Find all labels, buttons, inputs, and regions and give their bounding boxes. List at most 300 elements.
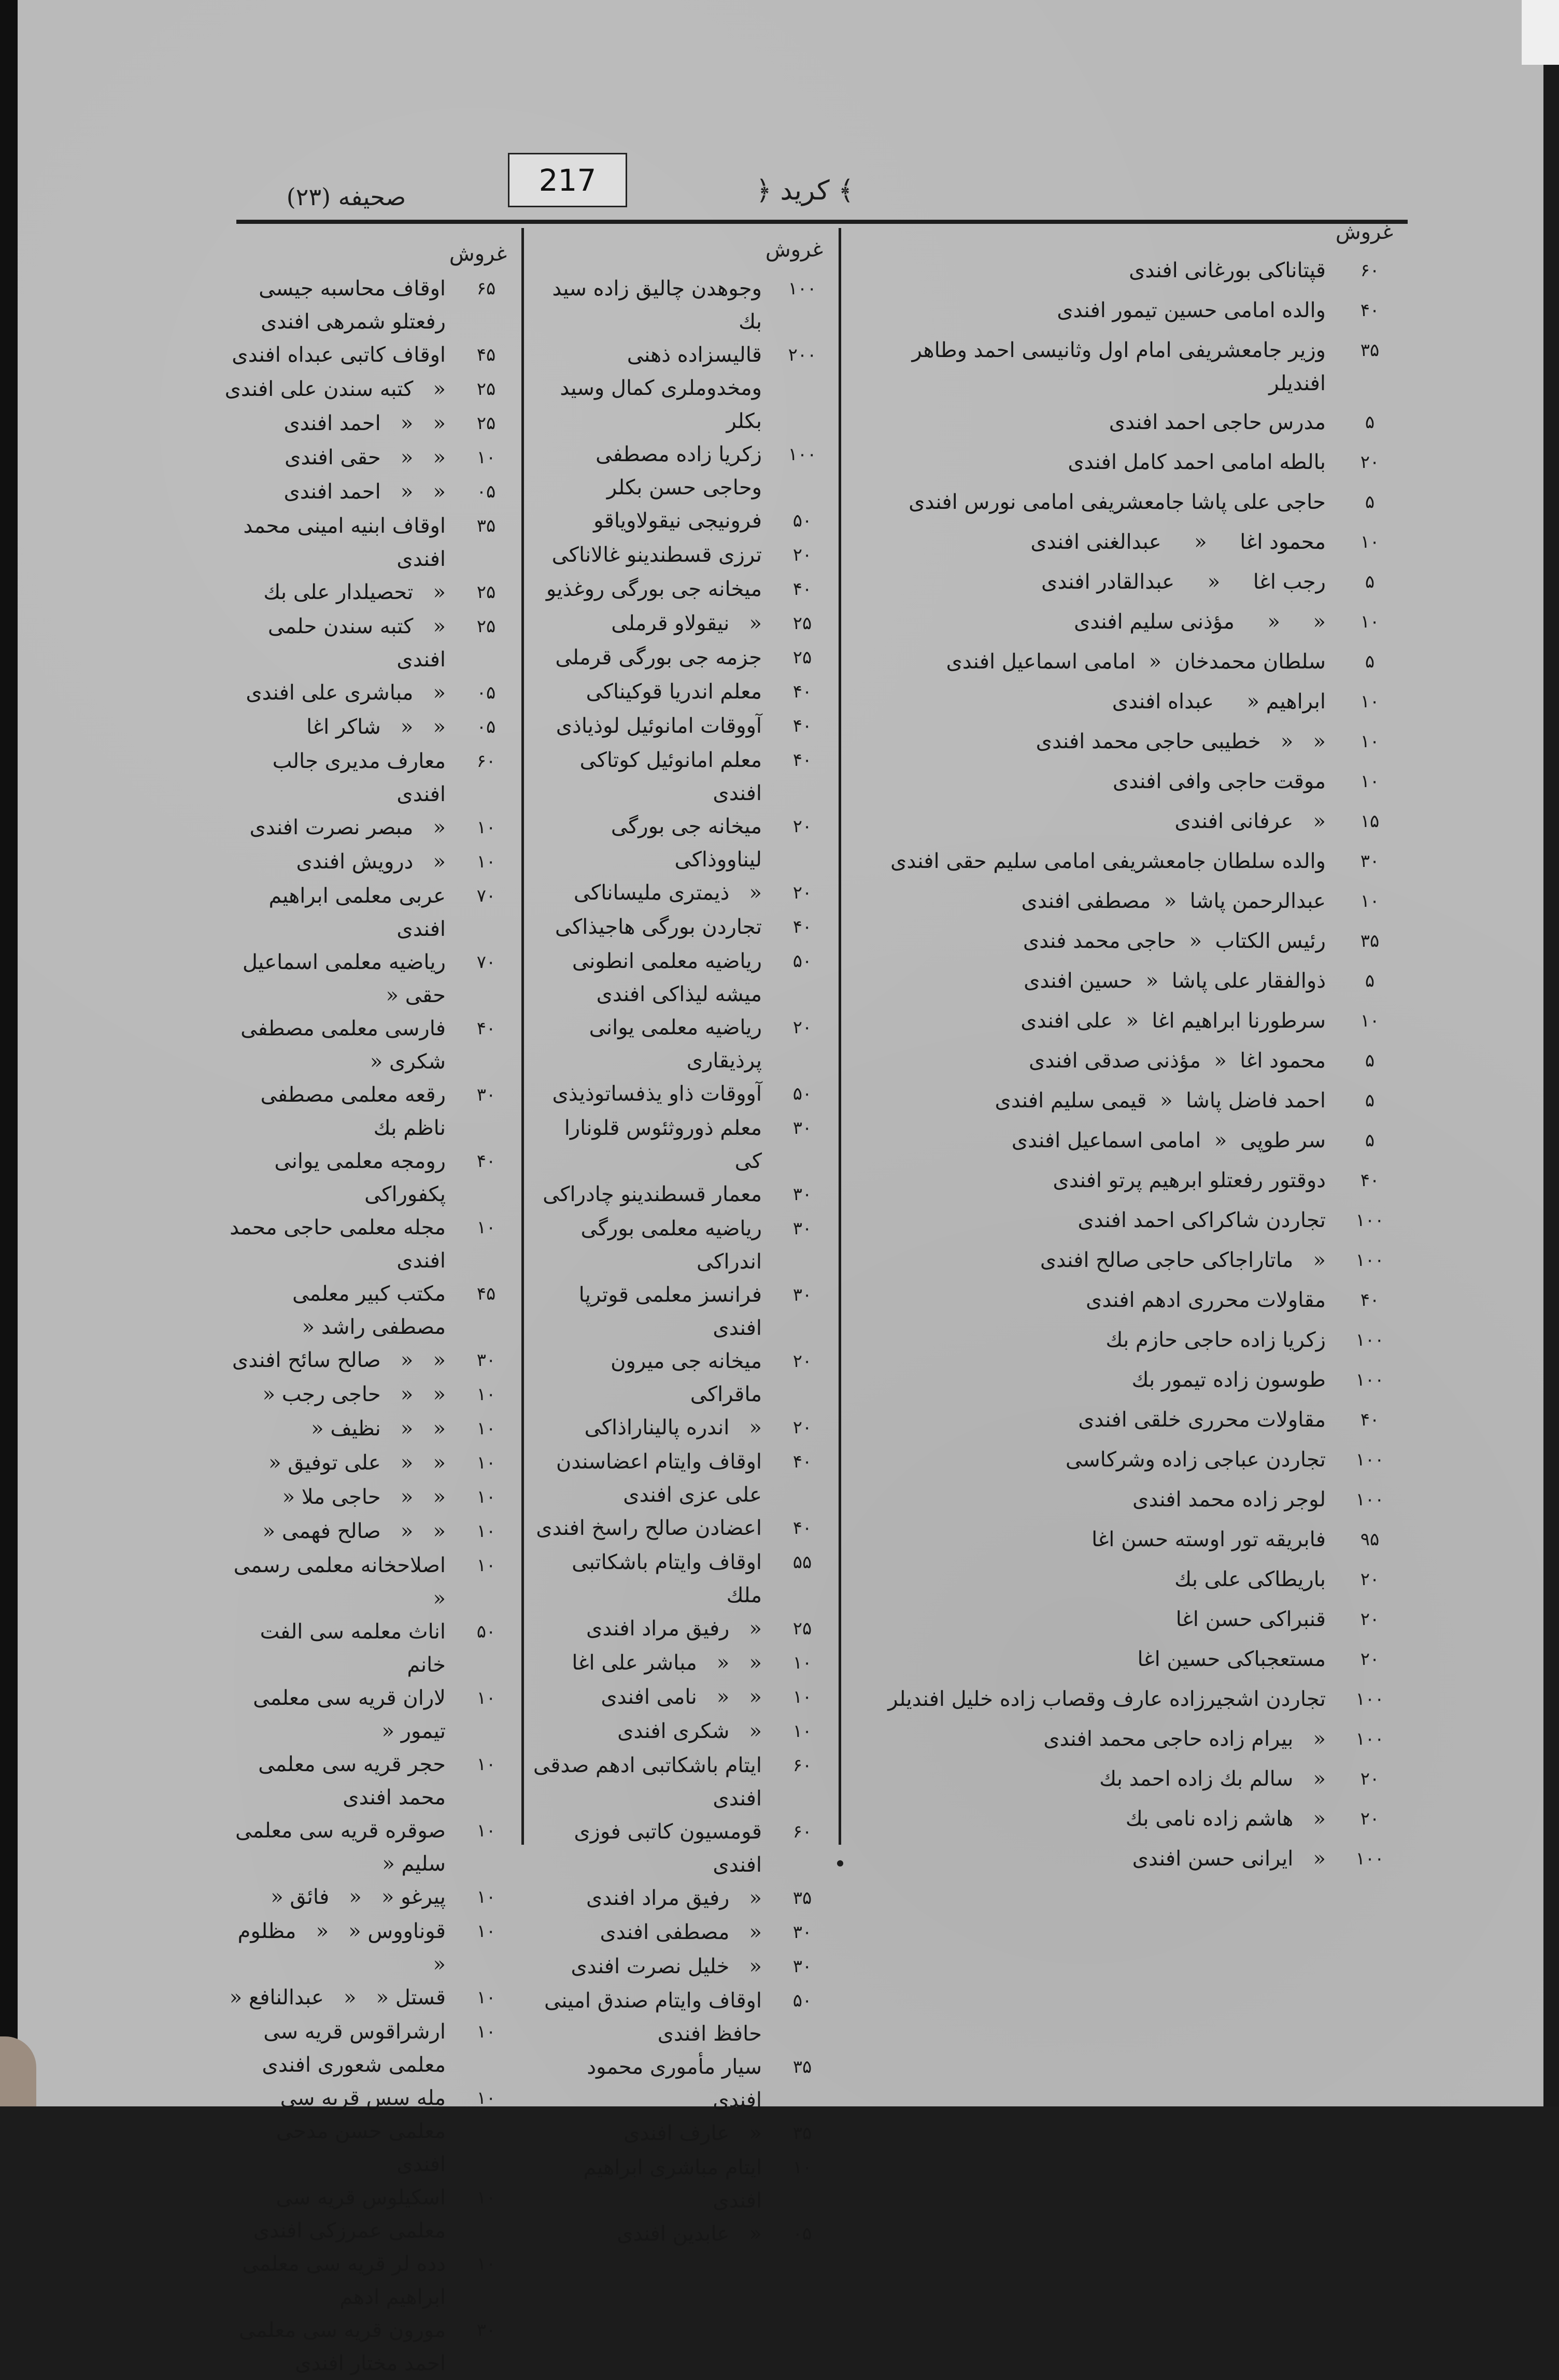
donor-name: باریطاكی علی بك: [1174, 1567, 1326, 1591]
donation-amount: ۰۵: [476, 682, 496, 703]
donation-row: [533, 2050, 833, 2117]
donor-name: جزمه جی بورگی قرملی: [555, 646, 762, 669]
donation-row: [533, 675, 833, 709]
donation-row: [222, 1814, 517, 1880]
donation-row: [222, 1145, 517, 1211]
donor-name: « سالم بك زاده احمد بك: [1099, 1767, 1326, 1791]
donation-amount: ۲۰: [792, 816, 812, 837]
donation-row: [854, 1722, 1404, 1757]
donation-amount: ۱۰: [792, 1687, 812, 1707]
donation-row: [222, 2082, 517, 2181]
donation-amount: ۴۰: [1360, 1170, 1380, 1191]
donor-name: میخانه جی بورگی لیناووذاكی: [604, 815, 762, 872]
donation-amount: ۱۰: [476, 1987, 496, 2008]
donor-name: تجاردن اشجیرزاده عارف وقصاب زاده خلیل افندیلر: [888, 1687, 1326, 1711]
donor-name: قستل « « عبدالنافع «: [229, 1986, 446, 2010]
donor-name: اناث معلمه سی الفت خانم: [253, 1620, 446, 1677]
donation-amount: ۵: [1365, 492, 1375, 512]
donation-row: [854, 964, 1404, 999]
donation-amount: ۴۰: [476, 1151, 496, 1172]
donor-name: ریاضیه معلمی یوانی پرذیقاری: [582, 1016, 762, 1073]
donation-amount: ۵۰: [792, 510, 812, 531]
donation-row: [854, 1403, 1404, 1437]
donation-row: [854, 685, 1404, 719]
column-divider-right: [839, 228, 841, 1845]
donation-row: [533, 1815, 833, 1882]
donation-row: [854, 645, 1404, 679]
donation-row: [854, 805, 1404, 839]
donation-amount: ۳۵: [476, 516, 496, 536]
donation-amount: ۲۰: [792, 1017, 812, 1038]
donation-amount: ۱۰: [476, 851, 496, 872]
donation-list-right: [854, 254, 1404, 1882]
donor-name: « « صالح فهمی «: [262, 1519, 446, 1543]
donation-amount: ۰۵: [792, 2224, 812, 2244]
donation-amount: ۱۰: [476, 1418, 496, 1439]
donation-row: [222, 946, 517, 1012]
donation-row: [533, 438, 833, 504]
donor-name: « شكری افندی: [617, 1719, 762, 1743]
donation-row: [854, 765, 1404, 799]
donation-amount: ۳۵: [792, 2123, 812, 2144]
donation-amount: ۱۰: [792, 1721, 812, 1742]
donation-amount: ۱۰: [1360, 691, 1380, 712]
donation-row: [533, 744, 833, 810]
donation-row: [222, 1378, 517, 1412]
donation-amount: ۱۰: [1360, 1010, 1380, 1031]
donation-row: [533, 1984, 833, 2050]
donation-row: [222, 1615, 517, 1681]
donor-name: « نیقولاو قرملی: [611, 611, 762, 635]
donation-amount: ۱۰: [792, 1652, 812, 1673]
archive-stamp: 217: [508, 153, 627, 207]
donation-row: [533, 945, 833, 1011]
donor-name: « درویش افندی: [296, 850, 446, 874]
donation-amount: ۱۰: [792, 2157, 812, 2178]
donation-amount: ۵۰: [792, 1084, 812, 1104]
donation-amount: ۲۰: [792, 1417, 812, 1438]
donation-row: [854, 1523, 1404, 1557]
donation-amount: ۵: [1365, 1050, 1375, 1071]
donor-name: مقاولات محرری ادهم افندی: [1086, 1288, 1326, 1312]
donation-row: [854, 1124, 1404, 1158]
donation-amount: ۱۰۰: [1355, 1729, 1384, 1749]
donation-amount: ۱۰: [476, 2254, 496, 2274]
donation-row: [854, 565, 1404, 600]
donor-name: « رفیق مراد افندی: [586, 1886, 762, 1910]
donor-name: آووقات امانوئیل لوذیاذی: [556, 714, 762, 738]
page-number-label: (۲۳) صحیفه: [286, 183, 406, 211]
donation-amount: ۱۰: [476, 1487, 496, 1507]
donor-name: معلم ذوروثئوس قلونارا كی: [558, 1116, 762, 1173]
donation-row: [533, 607, 833, 641]
donation-amount: ۱۰۰: [788, 278, 817, 299]
donation-amount: ۱۰: [476, 1521, 496, 1542]
donor-name: صوقره قریه سی معلمی سلیم «: [229, 1819, 446, 1876]
donation-row: [222, 1211, 517, 1277]
donation-amount: ۴۰: [792, 716, 812, 736]
donation-amount: ۹۵: [1360, 1529, 1380, 1550]
donor-name: عربی معلمی ابراهیم افندی: [262, 884, 446, 941]
donor-name: « « خطیبی حاجی محمد افندی: [1036, 730, 1326, 753]
donation-row: [533, 1212, 833, 1278]
donation-row: [222, 879, 517, 946]
donor-name: فرونیجی نیقولاویاقو: [593, 509, 762, 533]
donation-row: [854, 725, 1404, 759]
donation-amount: ۲۵: [792, 613, 812, 634]
donor-name: دوقتور رفعتلو ابرهیم پرتو افندی: [1053, 1168, 1326, 1192]
donor-name: زكریا زاده مصطفی وحاجی حسن بكلر: [589, 443, 762, 500]
donation-row: [533, 1916, 833, 1950]
donor-name: « بیرام زاده حاجی محمد افندی: [1043, 1727, 1326, 1751]
donation-amount: ۳۰: [476, 1350, 496, 1371]
donation-amount: ۱۰: [476, 1921, 496, 1942]
donor-name: مورون قریه سی معلمی احمد مختار افندی: [232, 2318, 446, 2375]
donation-amount: ۲۰: [1360, 1769, 1380, 1789]
donation-amount: ۴۰: [792, 681, 812, 702]
donor-name: ریاضیه معلمی اسماعیل حقی «: [236, 950, 446, 1007]
donor-name: اوقاف وایتام اعضاسندن علی عزی افندی: [549, 1450, 762, 1507]
donation-amount: ۲۰: [792, 882, 812, 903]
donation-amount: ۴۰: [1360, 1409, 1380, 1430]
donor-name: عبدالرحمن پاشا « مصطفی افندی: [1021, 889, 1326, 913]
donation-row: [533, 1178, 833, 1212]
currency-heading-left: غروش: [449, 242, 507, 266]
donor-name: قومسیون كاتبی فوزی افندی: [567, 1820, 762, 1877]
donation-row: [854, 486, 1404, 520]
donor-name: رومجه معلمی یوانی پكفوراكی: [267, 1149, 446, 1206]
donor-name: ایتام مباشری ابراهیم افندی: [576, 2156, 762, 2213]
donor-name: مله سس قریه سی معلمی حسن مدحی افندی: [270, 2086, 446, 2176]
donation-row: [222, 1748, 517, 1814]
donor-name: تجاردن عباجی زاده وشركاسی: [1065, 1448, 1326, 1472]
donor-name: بالطه امامی احمد كامل افندی: [1068, 450, 1326, 474]
donation-row: [222, 338, 517, 373]
donation-amount: ۳۰: [476, 1085, 496, 1105]
donation-amount: ۵۰: [476, 1621, 496, 1642]
donation-amount: ۴۵: [476, 345, 496, 365]
donation-row: [854, 334, 1404, 400]
donation-amount: ۵۰: [792, 1990, 812, 2011]
donation-row: [854, 1363, 1404, 1398]
donation-amount: ۶۰: [1360, 260, 1380, 281]
donation-row: [222, 1078, 517, 1145]
donation-amount: ۲۰: [1360, 1649, 1380, 1670]
donation-amount: ۵۰: [792, 951, 812, 972]
donation-row: [222, 1915, 517, 1981]
donation-row: [527, 1749, 833, 1815]
donation-row: [222, 1515, 517, 1549]
donor-name: ارشراقوس قریه سی معلمی شعوری افندی: [257, 2020, 446, 2077]
donation-row: [222, 576, 517, 610]
donation-row: [533, 2117, 833, 2151]
donation-amount: ۳۵: [792, 2057, 812, 2077]
donation-amount: ۴۰: [792, 1518, 812, 1538]
donation-row: [222, 509, 517, 576]
donor-name: « عابدین افندی: [617, 2222, 762, 2246]
donation-amount: ۱۰: [476, 447, 496, 468]
donor-name: لوجر زاده محمد افندی: [1132, 1488, 1326, 1512]
donation-row: [533, 1345, 833, 1411]
donor-name: پیرغو « « فائق «: [271, 1885, 446, 1909]
donation-row: [533, 504, 833, 538]
donor-name: اوقاف وایتام باشكاتبی ملك: [565, 1550, 762, 1607]
donor-name: « كتبه سندن حلمی افندی: [261, 615, 446, 672]
donation-row: [854, 1762, 1404, 1797]
donation-row: [533, 641, 833, 675]
donor-name: میخانه جی میرون ماقراكی: [604, 1349, 762, 1406]
donor-name: اعضادن صالح راسخ افندی: [536, 1516, 762, 1540]
donation-amount: ۱۰: [476, 1754, 496, 1775]
donor-name: « تحصیلدار علی بك: [263, 580, 446, 604]
donation-amount: ۱۰۰: [1355, 1848, 1384, 1869]
donation-amount: ۵۵: [792, 1552, 812, 1573]
donor-name: محمود اغا « مؤذنی صدقی افندی: [1029, 1049, 1326, 1073]
donation-row: [533, 538, 833, 573]
donor-name: فرانسز معلمی قوترپا افندی: [572, 1283, 762, 1340]
donation-row: [222, 710, 517, 745]
donor-name: فابریقه تور اوسته حسن اغا: [1092, 1528, 1326, 1551]
donor-name: معمار قسطندینو چادراكی: [543, 1182, 762, 1206]
donation-amount: ۴۵: [476, 1284, 496, 1304]
donor-name: دده لر قریه سی معلمی ابراهیم ادهم: [235, 2252, 446, 2309]
donation-row: [222, 475, 517, 509]
donation-row: [222, 610, 517, 676]
donor-name: زكریا زاده حاجی حازم بك: [1106, 1328, 1326, 1352]
donor-name: وجوهدن چالیق زاده سید بك: [545, 277, 762, 334]
newspaper-page: [15, 0, 1543, 2375]
donation-row: [533, 1411, 833, 1445]
donation-row: [854, 1802, 1404, 1836]
donor-name: سلطان محمدخان « امامی اسماعیل افندی: [946, 650, 1326, 674]
donor-name: « اندره پالیناراذاكی: [584, 1416, 762, 1440]
donor-name: مجله معلمی حاجی محمد افندی: [223, 1216, 446, 1273]
donation-amount: ۴۰: [792, 579, 812, 600]
donation-amount: ۲۰: [792, 1351, 812, 1372]
donor-name: مقاولات محرری خلقی افندی: [1078, 1408, 1326, 1432]
donation-amount: ۱۰۰: [1355, 1330, 1384, 1350]
donor-name: وزیر جامعشریفی امام اول وثانیسی احمد وطاهر افندیلر: [905, 338, 1326, 395]
donation-amount: ۲۵: [476, 616, 496, 637]
donation-amount: ۳۰: [792, 1956, 812, 1977]
donor-name: سیار مأموری محمود افندی: [580, 2055, 762, 2112]
donation-amount: ۵: [1365, 971, 1375, 991]
donor-name: « كتبه سندن علی افندی: [224, 377, 446, 401]
donation-row: [533, 2217, 833, 2251]
donation-amount: ۱۰۰: [1355, 1370, 1384, 1390]
donation-amount: ۴۰: [1360, 1290, 1380, 1310]
donation-row: [533, 573, 833, 607]
donor-name: قپتاناكی بورغانی افندی: [1129, 259, 1326, 282]
donation-amount: ۵: [1365, 651, 1375, 672]
donation-amount: ۰۵: [476, 717, 496, 737]
donation-row: [222, 373, 517, 407]
donation-amount: ۳۰: [792, 1218, 812, 1239]
donation-amount: ۱۰۰: [1355, 1489, 1384, 1510]
scan-corner-tab: [1522, 0, 1559, 65]
donation-row: [854, 1044, 1404, 1078]
donor-name: ریاضیه معلمی بورگی اندراكی: [574, 1217, 762, 1274]
donation-amount: ۴۰: [476, 1018, 496, 1039]
donor-name: « مصطفی افندی: [600, 1920, 762, 1944]
donation-row: [854, 1084, 1404, 1118]
donor-name: مكتب كبیر معلمی مصطفی راشد «: [286, 1282, 446, 1339]
donor-name: میخانه جی بورگی روغذیو: [546, 577, 762, 601]
donation-row: [854, 885, 1404, 919]
donor-name: « « نامی افندی: [601, 1685, 762, 1709]
header-rule: [236, 220, 1408, 224]
donation-amount: ۵: [1365, 1090, 1375, 1111]
currency-heading-right: غروش: [1335, 220, 1393, 244]
donation-amount: ۱۰: [476, 2187, 496, 2208]
donation-amount: ۲۵: [476, 413, 496, 434]
donation-row: [222, 2314, 517, 2380]
donor-name: « مبصر نصرت افندی: [249, 816, 446, 839]
donation-amount: ۱۰: [476, 2088, 496, 2108]
donation-row: [854, 294, 1404, 328]
donation-row: [533, 1950, 833, 1984]
donation-amount: ۲۵: [792, 647, 812, 668]
donation-row: [222, 1480, 517, 1515]
donation-row: [854, 406, 1404, 440]
donation-row: [533, 1278, 833, 1345]
donation-row: [222, 745, 517, 811]
donor-name: اسكیلوس قریه سی معلمی عمرزكی افندی: [253, 2186, 446, 2243]
donation-row: [854, 525, 1404, 560]
donation-amount: ۱۰: [476, 1217, 496, 1238]
donation-row: [533, 1546, 833, 1612]
donation-row: [854, 1603, 1404, 1637]
donor-name: حاجی علی پاشا جامعشریفی امامی نورس افندی: [909, 490, 1326, 514]
donor-name: رقعه معلمی مصطفی ناظم بك: [253, 1083, 446, 1140]
donation-amount: ۳۰: [792, 1285, 812, 1305]
donation-amount: ۱۰: [476, 1887, 496, 1907]
donor-name: رئیس الكتاب « حاجی محمد فندی: [1023, 929, 1326, 953]
donor-name: « ذیمتری ملیساناكی: [573, 881, 762, 905]
donation-row: [533, 810, 833, 876]
donor-name: محمود اغا « عبدالغنی افندی: [1030, 530, 1326, 554]
column-divider-left: [521, 228, 524, 1845]
donation-amount: ۱۰: [1360, 771, 1380, 792]
donation-amount: ۳۵: [1360, 340, 1380, 361]
donation-row: [533, 338, 833, 438]
donation-amount: ۱۰: [1360, 891, 1380, 911]
donation-row: [222, 1277, 517, 1344]
donation-amount: ۳۵: [792, 1888, 812, 1908]
donation-row: [222, 845, 517, 879]
donation-list-middle: [527, 272, 833, 2251]
donation-row: [854, 1842, 1404, 1876]
donor-name: والده سلطان جامعشریفی امامی سلیم حقی افندی: [890, 849, 1326, 873]
donor-name: والده امامی حسین تیمور افندی: [1057, 298, 1326, 322]
donation-amount: ۲۰: [1360, 1609, 1380, 1630]
donor-name: « مباشری علی افندی: [246, 681, 446, 705]
donor-name: « خلیل نصرت افندی: [571, 1955, 762, 1978]
donation-list-left: [222, 272, 517, 2380]
donor-name: سرطورنا ابراهیم اغا « علی افندی: [1021, 1009, 1326, 1033]
donation-row: [533, 1646, 833, 1680]
donation-row: [222, 1880, 517, 1915]
donor-name: « « نظیف «: [311, 1417, 446, 1441]
donation-amount: ۲۰: [1360, 1569, 1380, 1590]
donation-amount: ۵: [1365, 1130, 1375, 1151]
donor-name: « ماتاراجاكی حاجی صالح افندی: [1040, 1248, 1326, 1272]
donation-amount: ۴۰: [792, 1451, 812, 1472]
donation-amount: ۴۰: [1360, 300, 1380, 321]
donor-name: قوناووس « « مظلوم «: [231, 1919, 446, 1976]
donor-name: سر طوپی « امامی اسماعیل افندی: [1011, 1129, 1326, 1152]
donation-row: [222, 1412, 517, 1446]
donor-name: « « حاجی رجب «: [262, 1383, 446, 1406]
donor-name: « « احمد افندی: [284, 480, 446, 504]
donation-row: [854, 1004, 1404, 1038]
donation-amount: ۱۰: [476, 1820, 496, 1841]
donation-row: [854, 1683, 1404, 1717]
donation-amount: ۱۰: [1360, 611, 1380, 632]
donor-name: « « مؤذنی سلیم افندی: [1074, 610, 1326, 634]
donation-row: [222, 407, 517, 441]
donor-name: حجر قریه سی معلمی محمد افندی: [251, 1752, 446, 1809]
donation-amount: ۲۰: [1360, 1808, 1380, 1829]
donation-amount: ۱۰۰: [1355, 1449, 1384, 1470]
donation-row: [533, 1680, 833, 1715]
donation-amount: ۲۵: [476, 582, 496, 603]
donation-amount: ۱۰: [476, 817, 496, 838]
donor-name: احمد فاضل پاشا « قیمی سلیم افندی: [995, 1089, 1326, 1113]
donor-name: « هاشم زاده نامی بك: [1125, 1807, 1326, 1831]
donor-name: « « حقی افندی: [285, 446, 446, 469]
donation-row: [533, 1111, 833, 1178]
donation-amount: ۷۰: [476, 886, 496, 906]
donor-name: « عارف افندی: [623, 2121, 762, 2145]
donation-amount: ۱۰: [476, 1452, 496, 1473]
newspaper-title: ﴿ كريد ﴾: [756, 175, 854, 206]
donation-row: [854, 1563, 1404, 1597]
donation-row: [533, 1715, 833, 1749]
donation-amount: ۲۵: [476, 379, 496, 400]
donation-row: [222, 1446, 517, 1480]
donation-amount: ۵: [1365, 412, 1375, 433]
donation-row: [222, 1981, 517, 2015]
donation-row: [222, 1344, 517, 1378]
donation-row: [533, 876, 833, 910]
donation-row: [533, 1612, 833, 1646]
donor-name: رجب اغا « عبدالقادر افندی: [1041, 570, 1326, 594]
donor-name: اوقاف كاتبی عبداه افندی: [232, 343, 446, 367]
donation-row: [533, 1445, 833, 1512]
donation-row: [222, 2015, 517, 2082]
donation-amount: ۳۰: [476, 2320, 496, 2341]
donation-row: [222, 1012, 517, 1078]
scan-border-right: [1543, 62, 1558, 2106]
donation-row: [222, 1549, 517, 1615]
donor-name: طوسون زاده تیمور بك: [1131, 1368, 1326, 1392]
donation-row: [854, 1244, 1404, 1278]
donation-row: [854, 1443, 1404, 1477]
donor-name: « « مباشر علی اغا: [572, 1651, 762, 1675]
donor-name: اوقاف محاسبه جیسی رفعتلو شمرهی افندی: [252, 277, 446, 334]
donation-amount: ۱۰۰: [1355, 1210, 1384, 1231]
donation-amount: ۴۰: [792, 750, 812, 771]
donor-name: معارف مدیری جالب افندی: [265, 749, 446, 806]
donation-row: [533, 272, 833, 338]
donation-row: [533, 910, 833, 945]
donation-row: [854, 1643, 1404, 1677]
donor-name: ذوالفقار علی پاشا « حسین افندی: [1024, 969, 1326, 993]
donation-row: [222, 676, 517, 710]
donation-row: [222, 1681, 517, 1748]
donation-amount: ۳۰: [1360, 851, 1380, 872]
